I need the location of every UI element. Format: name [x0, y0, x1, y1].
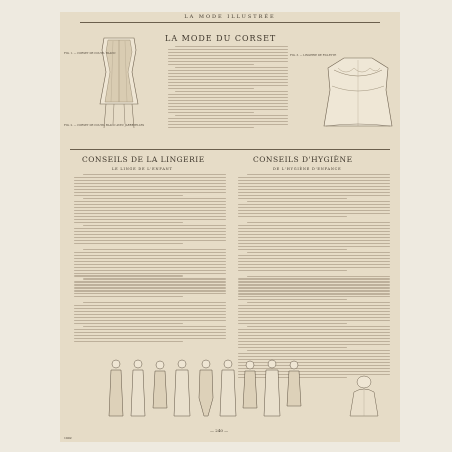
top-article-body — [168, 46, 288, 130]
caption-fig2: FIG. 2. — CORSET DE COUTIL BLANC AVEC JARRETELLES — [64, 124, 145, 127]
masthead-rule — [80, 22, 380, 23]
children-clothing-figures — [104, 358, 304, 418]
caption-fig3: FIG. 3. — LINGERIE DE FILLETTE — [290, 54, 337, 57]
right-article-title: CONSEILS D'HYGIÈNE — [253, 155, 353, 164]
left-article-title: CONSEILS DE LA LINGERIE — [82, 155, 205, 164]
section-rule — [70, 149, 390, 150]
hygiene-illustration — [338, 372, 390, 418]
corset-illustration — [88, 32, 150, 132]
top-article-title: LA MODE DU CORSET — [165, 34, 277, 43]
left-article-subtitle: LE LINGE DE L'ENFANT — [112, 167, 173, 171]
corner-mark: 1902 — [64, 436, 72, 440]
masthead: LA MODE ILLUSTRÉE — [184, 14, 276, 20]
lingerie-illustration — [318, 50, 398, 130]
right-article-subtitle: DE L'HYGIÈNE D'ENFANCE — [273, 167, 342, 171]
right-column-body — [238, 174, 390, 380]
left-column-body — [74, 174, 226, 344]
caption-fig1: FIG. 1. — CORSET DE COUTIL BLANC — [64, 52, 116, 55]
page-number: — 240 — — [210, 428, 229, 433]
newspaper-page — [60, 12, 400, 442]
